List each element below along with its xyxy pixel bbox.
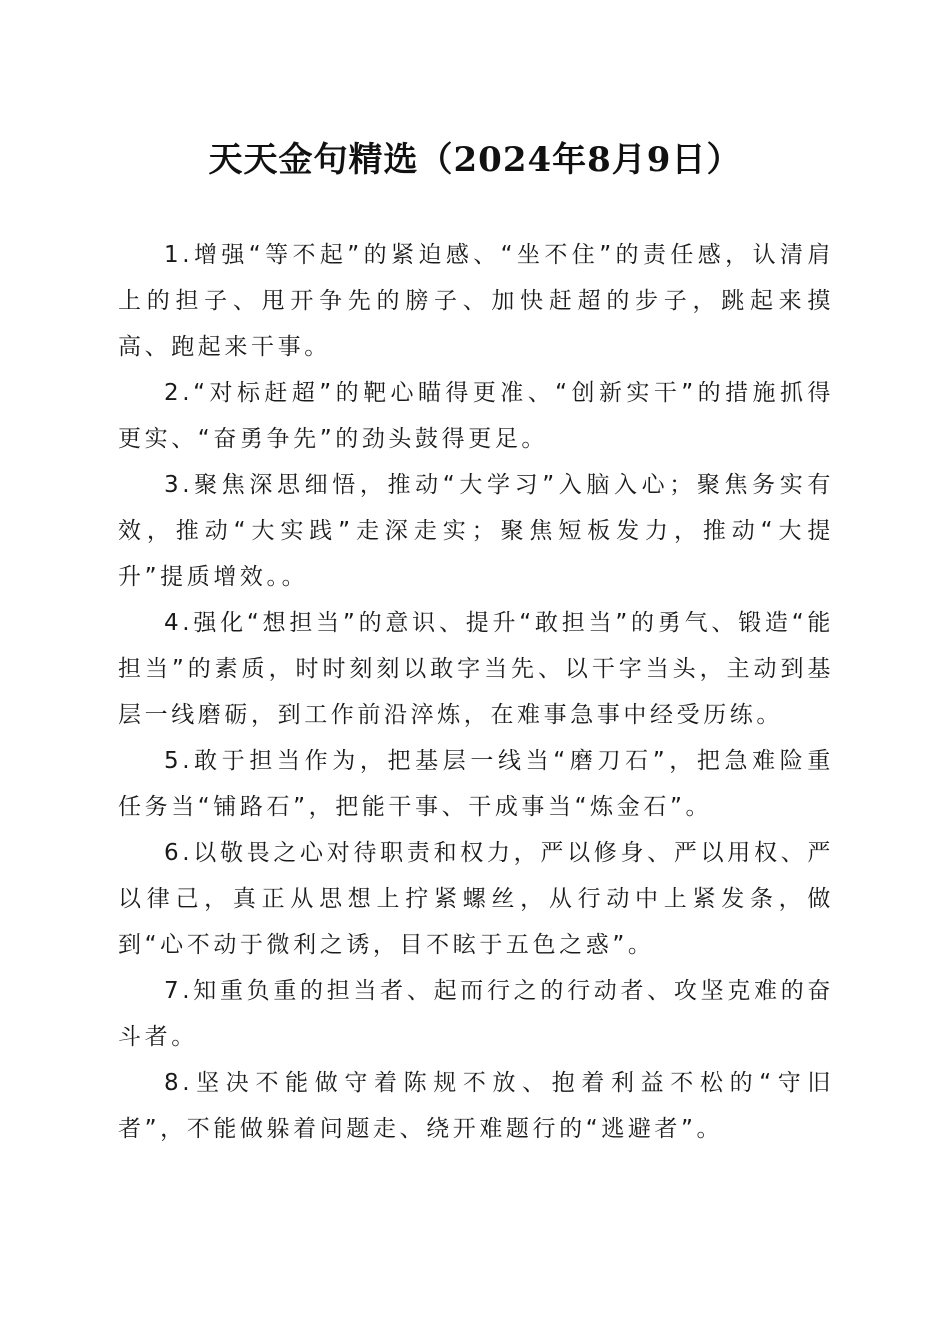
quote-paragraph-7: 7.知重负重的担当者、起而行之的行动者、攻坚克难的奋斗者。 bbox=[118, 978, 834, 1050]
quote-paragraph-4: 4.强化“想担当”的意识、提升“敢担当”的勇气、锻造“能担当”的素质，时时刻刻以敢字当先、以干字当头，主动到基层一线磨砺，到工作前沿淬炼，在难事急事中经受历练。 bbox=[118, 610, 834, 728]
quote-paragraph-5: 5.敢于担当作为，把基层一线当“磨刀石”，把急难险重任务当“铺路石”，把能干事、干成事当“炼金石”。 bbox=[118, 748, 834, 820]
quote-paragraph-3: 3.聚焦深思细悟，推动“大学习”入脑入心；聚焦务实有效，推动“大实践”走深走实；聚焦短板发力，推动“大提升”提质增效。。 bbox=[118, 472, 834, 590]
document-title: 天天金句精选（2024年8月9日） bbox=[208, 140, 742, 180]
quote-paragraph-2: 2.“对标赶超”的靶心瞄得更准、“创新实干”的措施抓得更实、“奋勇争先”的劲头鼓得更足。 bbox=[118, 380, 834, 452]
quote-paragraph-8: 8.坚决不能做守着陈规不放、抱着利益不松的“守旧者”，不能做躲着问题走、绕开难题行的“逃避者”。 bbox=[118, 1070, 834, 1142]
document-body bbox=[118, 232, 834, 1152]
quote-paragraph-6: 6.以敬畏之心对待职责和权力，严以修身、严以用权、严以律己，真正从思想上拧紧螺丝，从行动中上紧发条，做到“心不动于微利之诱，目不眩于五色之惑”。 bbox=[118, 840, 834, 958]
quote-paragraph-1: 1.增强“等不起”的紧迫感、“坐不住”的责任感，认清肩上的担子、甩开争先的膀子、加快赶超的步子，跳起来摸高、跑起来干事。 bbox=[118, 242, 834, 360]
